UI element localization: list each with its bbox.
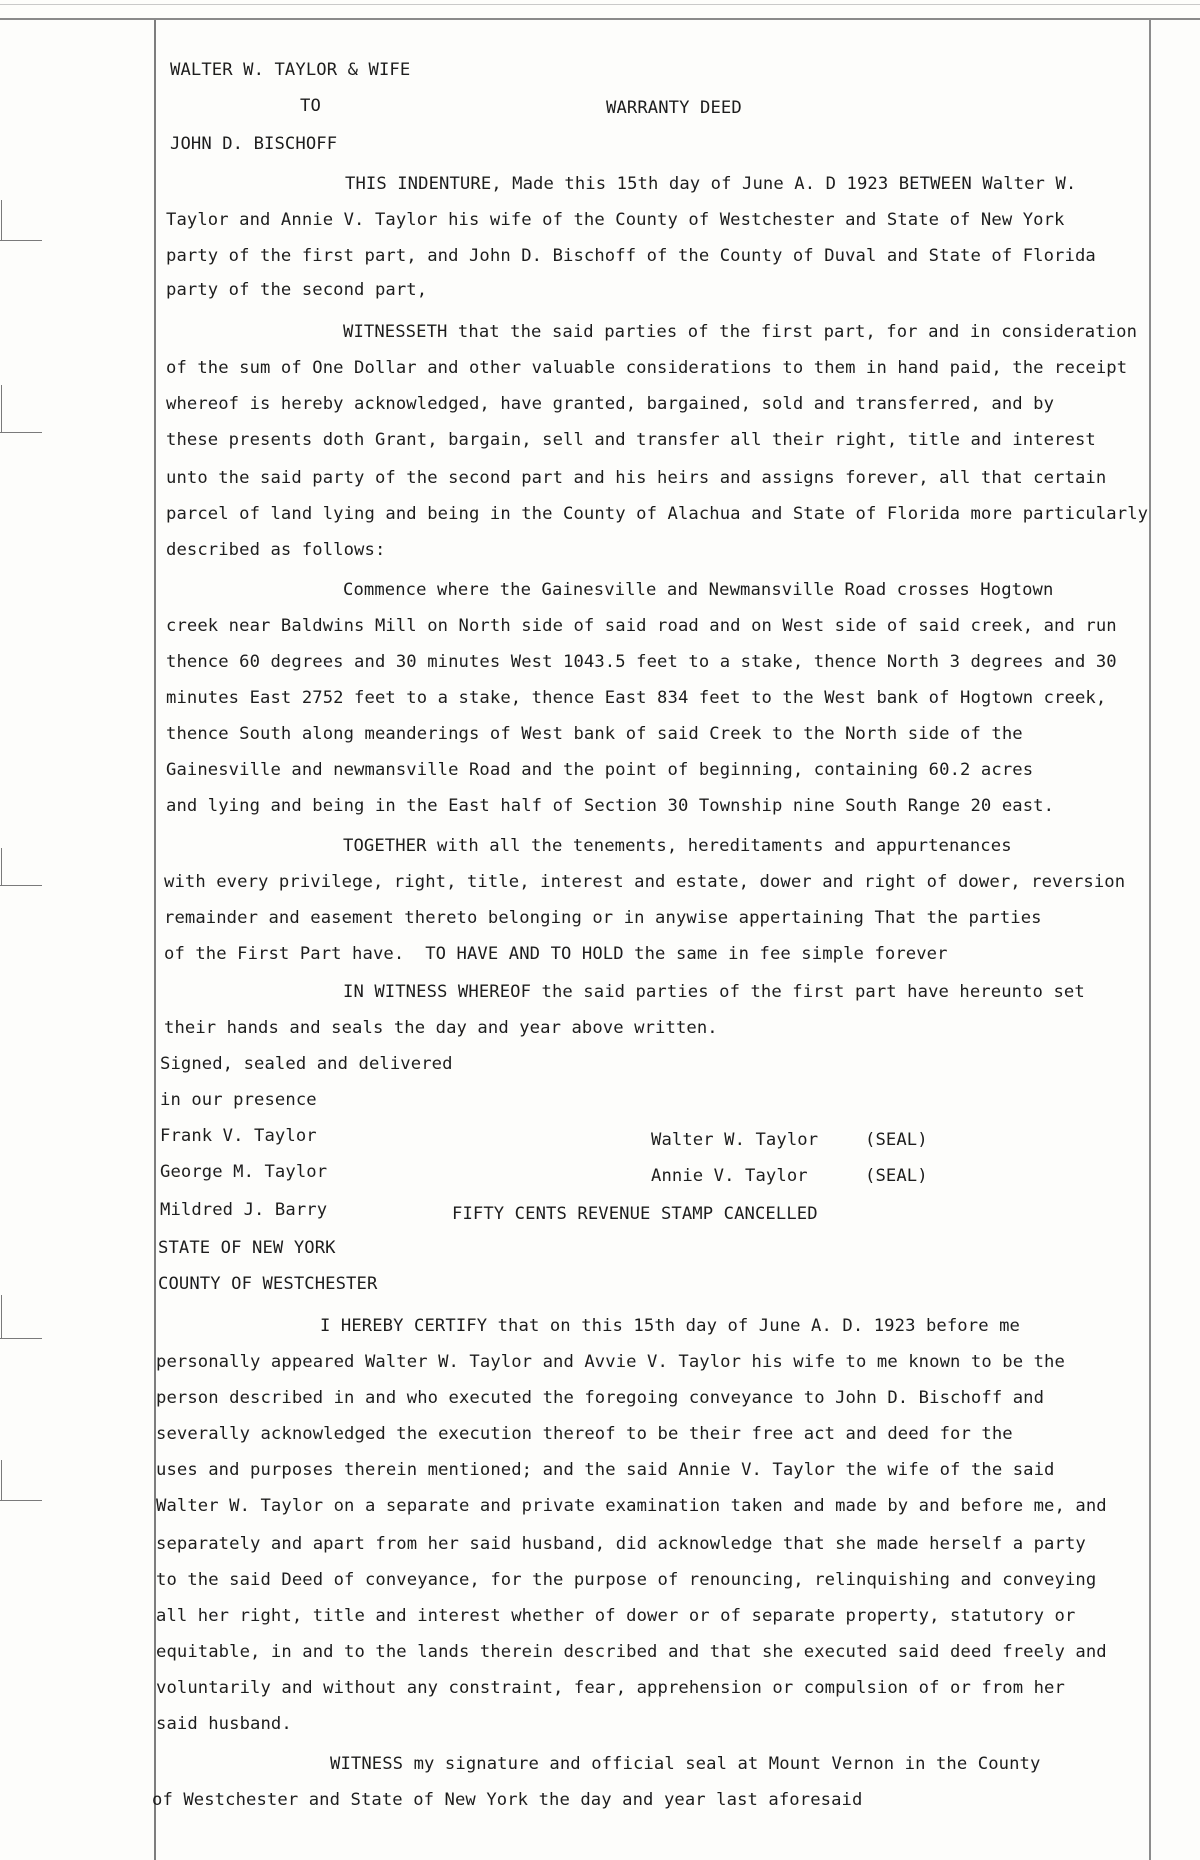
signature-name: Annie V. Taylor <box>651 1166 808 1186</box>
body-line: of the First Part have. TO HAVE AND TO HOLD the same in fee simple forever <box>164 944 948 964</box>
revenue-stamp-note: FIFTY CENTS REVENUE STAMP CANCELLED <box>452 1204 818 1224</box>
signature-seal: (SEAL) <box>865 1166 928 1186</box>
binder-mark <box>1 1460 2 1500</box>
binder-mark <box>1 200 2 240</box>
to-heading: TO <box>300 96 321 116</box>
binder-mark <box>1 848 2 885</box>
body-line: these presents doth Grant, bargain, sell and transfer all their right, title and interest <box>166 430 1096 450</box>
signature-name: Walter W. Taylor <box>651 1130 819 1150</box>
binder-mark <box>0 885 42 886</box>
certificate-line: separately and apart from her said husband, did acknowledge that she made herself a party <box>156 1534 1086 1554</box>
body-line: with every privilege, right, title, interest and estate, dower and right of dower, reversion <box>164 872 1126 892</box>
body-line: TOGETHER with all the tenements, hereditaments and appurtenances <box>343 836 1012 856</box>
body-line: parcel of land lying and being in the County of Alachua and State of Florida more particularly <box>166 504 1149 524</box>
body-line: of the sum of One Dollar and other valuable considerations to them in hand paid, the receipt <box>166 358 1128 378</box>
certificate-line: all her right, title and interest whether of dower or of separate property, statutory or <box>156 1606 1076 1626</box>
binder-mark <box>0 1338 42 1339</box>
body-line: whereof is hereby acknowledged, have granted, bargained, sold and transferred, and by <box>166 394 1055 414</box>
binder-mark <box>0 240 42 241</box>
certificate-line: Walter W. Taylor on a separate and private examination taken and made by and before me, and <box>156 1496 1107 1516</box>
signature-seal: (SEAL) <box>865 1130 928 1150</box>
certificate-line: uses and purposes therein mentioned; and the said Annie V. Taylor the wife of the said <box>156 1460 1055 1480</box>
certificate-line: personally appeared Walter W. Taylor and Avvie V. Taylor his wife to me known to be the <box>156 1352 1065 1372</box>
certificate-line: severally acknowledged the execution thereof to be their free act and deed for the <box>156 1424 1013 1444</box>
body-line: thence South along meanderings of West bank of said Creek to the North side of the <box>166 724 1023 744</box>
body-line: described as follows: <box>166 540 386 560</box>
certificate-line: equitable, in and to the lands therein described and that she executed said deed freely and <box>156 1642 1107 1662</box>
grantor-heading: WALTER W. TAYLOR & WIFE <box>170 60 411 80</box>
body-line: Signed, sealed and delivered <box>160 1054 453 1074</box>
page-top-rule <box>0 18 1200 20</box>
body-line: party of the first part, and John D. Bischoff of the County of Duval and State of Florida <box>166 246 1096 266</box>
body-line: thence 60 degrees and 30 minutes West 1043.5 feet to a stake, thence North 3 degrees and 30 <box>166 652 1117 672</box>
certificate-line: voluntarily and without any constraint, fear, apprehension or compulsion of or from her <box>156 1678 1065 1698</box>
body-line: unto the said party of the second part and his heirs and assigns forever, all that certain <box>166 468 1107 488</box>
witness-name: Frank V. Taylor <box>160 1126 317 1146</box>
body-line: THIS INDENTURE, Made this 15th day of June A. D 1923 BETWEEN Walter W. <box>345 174 1077 194</box>
binder-mark <box>0 432 42 433</box>
right-margin-rule <box>1149 20 1151 1860</box>
certificate-line: person described in and who executed the foregoing conveyance to John D. Bischoff and <box>156 1388 1045 1408</box>
body-line: WITNESSETH that the said parties of the first part, for and in consideration <box>343 322 1138 342</box>
body-line: Commence where the Gainesville and Newmansville Road crosses Hogtown <box>343 580 1054 600</box>
certificate-line: said husband. <box>156 1714 292 1734</box>
certificate-line: to the said Deed of conveyance, for the purpose of renouncing, relinquishing and conveying <box>156 1570 1097 1590</box>
binder-mark <box>1 385 2 432</box>
witness-name: Mildred J. Barry <box>160 1200 328 1220</box>
body-line: Gainesville and newmansville Road and the point of beginning, containing 60.2 acres <box>166 760 1034 780</box>
body-line: Taylor and Annie V. Taylor his wife of the County of Westchester and State of New York <box>166 210 1065 230</box>
page-top-edge <box>0 4 1200 5</box>
body-line: minutes East 2752 feet to a stake, thence East 834 feet to the West bank of Hogtown creek, <box>166 688 1107 708</box>
venue-county: COUNTY OF WESTCHESTER <box>158 1274 378 1294</box>
certificate-line: of Westchester and State of New York the day and year last aforesaid <box>152 1790 863 1810</box>
body-line: in our presence <box>160 1090 317 1110</box>
grantee-heading: JOHN D. BISCHOFF <box>170 134 338 154</box>
witness-name: George M. Taylor <box>160 1162 328 1182</box>
body-line: IN WITNESS WHEREOF the said parties of the first part have hereunto set <box>343 982 1085 1002</box>
certificate-line: I HEREBY CERTIFY that on this 15th day of June A. D. 1923 before me <box>320 1316 1020 1336</box>
binder-mark <box>1 1295 2 1338</box>
certificate-line: WITNESS my signature and official seal at Mount Vernon in the County <box>330 1754 1041 1774</box>
deed-title: WARRANTY DEED <box>606 98 742 118</box>
venue-state: STATE OF NEW YORK <box>158 1238 336 1258</box>
body-line: remainder and easement thereto belonging or in anywise appertaining That the parties <box>164 908 1042 928</box>
body-line: and lying and being in the East half of Section 30 Township nine South Range 20 east. <box>166 796 1055 816</box>
body-line: party of the second part, <box>166 280 428 300</box>
body-line: their hands and seals the day and year above written. <box>164 1018 718 1038</box>
body-line: creek near Baldwins Mill on North side of said road and on West side of said creek, and run <box>166 616 1117 636</box>
binder-mark <box>0 1500 42 1501</box>
